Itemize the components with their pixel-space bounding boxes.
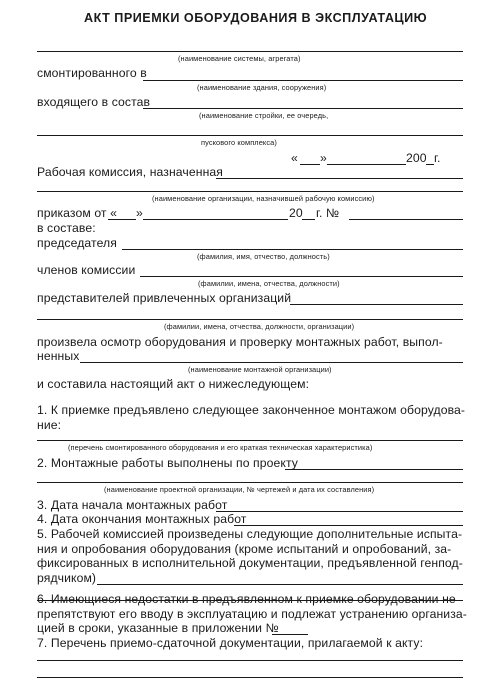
commission-date-quote-close: » xyxy=(320,151,327,165)
order-number-field[interactable] xyxy=(349,219,463,220)
commission-label: Рабочая комиссия, назначенная xyxy=(37,165,223,179)
commission-year-prefix: 200 xyxy=(406,151,427,165)
reps-names-caption: (фамилии, имена, отчества, должности, организации) xyxy=(164,322,355,331)
compiled-text: и составила настоящий акт о нижеследующем: xyxy=(37,377,310,391)
order-year-field[interactable] xyxy=(302,219,315,220)
commission-date-quote-open: « xyxy=(291,151,298,165)
commission-month-field[interactable] xyxy=(327,164,406,165)
chair-name-caption: (фамилия, имя, отчество, должность) xyxy=(197,252,330,261)
commission-year-suffix: г. xyxy=(434,151,441,165)
building-field-line[interactable] xyxy=(143,80,463,81)
documentation-field-line[interactable] xyxy=(37,660,463,661)
commission-org-field-line[interactable] xyxy=(216,178,463,179)
chairman-field-line[interactable] xyxy=(122,249,463,250)
project-caption: (наименование стройки, ее очередь, xyxy=(199,111,329,120)
complex-caption: пускового комплекса) xyxy=(201,138,277,147)
item6-text-line2: препятствуют его вводу в эксплуатацию и подлежат устранению организа- xyxy=(37,607,467,621)
installer-caption: (наименование монтажной организации) xyxy=(188,365,332,374)
item6-text-line3: цией в сроки, указанные в приложении № xyxy=(37,621,279,635)
representatives-field-line[interactable] xyxy=(290,304,463,305)
org-appointed-caption: (наименование организации, назначившей рабочую комиссию) xyxy=(152,194,375,203)
system-field-line[interactable] xyxy=(37,51,463,52)
order-number-label: г. № xyxy=(316,206,340,220)
documentation-field-line-2[interactable] xyxy=(37,677,463,678)
commission-org-field-line-2[interactable] xyxy=(37,191,463,192)
representatives-label: представителей привлеченных организаций xyxy=(37,291,292,305)
equipment-list-field-line[interactable] xyxy=(37,440,463,441)
system-caption: (наименование системы, агрегата) xyxy=(178,54,301,63)
item1-text-cont: ние: xyxy=(37,418,62,432)
equipment-list-caption: (перечень смонтированного оборудования и его краткая техническая характеристика) xyxy=(68,443,373,452)
mounted-in-label: смонтированного в xyxy=(37,66,147,80)
part-of-label: входящего в состав xyxy=(37,95,151,109)
commission-day-field[interactable] xyxy=(300,164,320,165)
commission-year-field[interactable] xyxy=(426,164,434,165)
item5-text-line1: 5. Рабочей комиссией произведены следующие дополнительные испыта- xyxy=(37,527,463,541)
item5-text-line2: ния и опробования оборудования (кроме испытаний и опробований, за- xyxy=(37,542,452,556)
project-field-line-2[interactable] xyxy=(37,135,463,136)
item7-text: 7. Перечень приемо-сдаточной документации, прилагаемой к акту: xyxy=(37,636,424,650)
inspection-text-line2: ненных xyxy=(37,349,80,363)
project-field-line[interactable] xyxy=(143,108,463,109)
item3-text: 3. Дата начала монтажных работ xyxy=(37,498,228,512)
start-date-field-line[interactable] xyxy=(216,511,463,512)
composition-label: в составе: xyxy=(37,221,96,235)
building-caption: (наименование здания, сооружения) xyxy=(197,83,327,92)
members-field-line[interactable] xyxy=(140,276,463,277)
chairman-label: председателя xyxy=(37,236,117,250)
order-year-prefix: 20 xyxy=(289,206,303,220)
item1-text: 1. К приемке предъявлено следующее законченное монтажом оборудова- xyxy=(37,403,466,417)
inspection-text-line1: произвела осмотр оборудования и проверку монтажных работ, выпол- xyxy=(37,335,443,349)
design-project-field-line[interactable] xyxy=(285,469,463,470)
order-month-field[interactable] xyxy=(143,219,288,220)
installer-field-line[interactable] xyxy=(80,362,463,363)
end-date-field-line[interactable] xyxy=(234,525,463,526)
order-quote-close: » xyxy=(136,206,143,220)
item5-text-line4: рядчиком) xyxy=(37,571,97,585)
design-org-caption: (наименование проектной организации, № чертежей и дата их составления) xyxy=(104,485,375,494)
item6-text-line1: 6. Имеющиеся недостатки в предъявленном к приемке оборудовании не xyxy=(37,592,456,606)
members-label: членов комиссии xyxy=(37,263,136,277)
item2-text: 2. Монтажные работы выполнены по проекту xyxy=(37,456,298,470)
appendix-number-field[interactable] xyxy=(272,634,308,635)
representatives-field-line-2[interactable] xyxy=(37,319,463,320)
design-project-field-line-2[interactable] xyxy=(37,482,463,483)
item5-text-line3: фиксированных в исполнительной документации, предъявленной генпод- xyxy=(37,556,463,570)
members-names-caption: (фамилии, имена, отчества, должности) xyxy=(198,279,340,288)
document-title: АКТ ПРИЕМКИ ОБОРУДОВАНИЯ В ЭКСПЛУАТАЦИЮ xyxy=(84,11,428,25)
order-from-label: приказом от « xyxy=(37,206,117,220)
order-day-field[interactable] xyxy=(108,219,136,220)
item4-text: 4. Дата окончания монтажных работ xyxy=(37,512,247,526)
tests-field-line[interactable] xyxy=(97,584,463,585)
